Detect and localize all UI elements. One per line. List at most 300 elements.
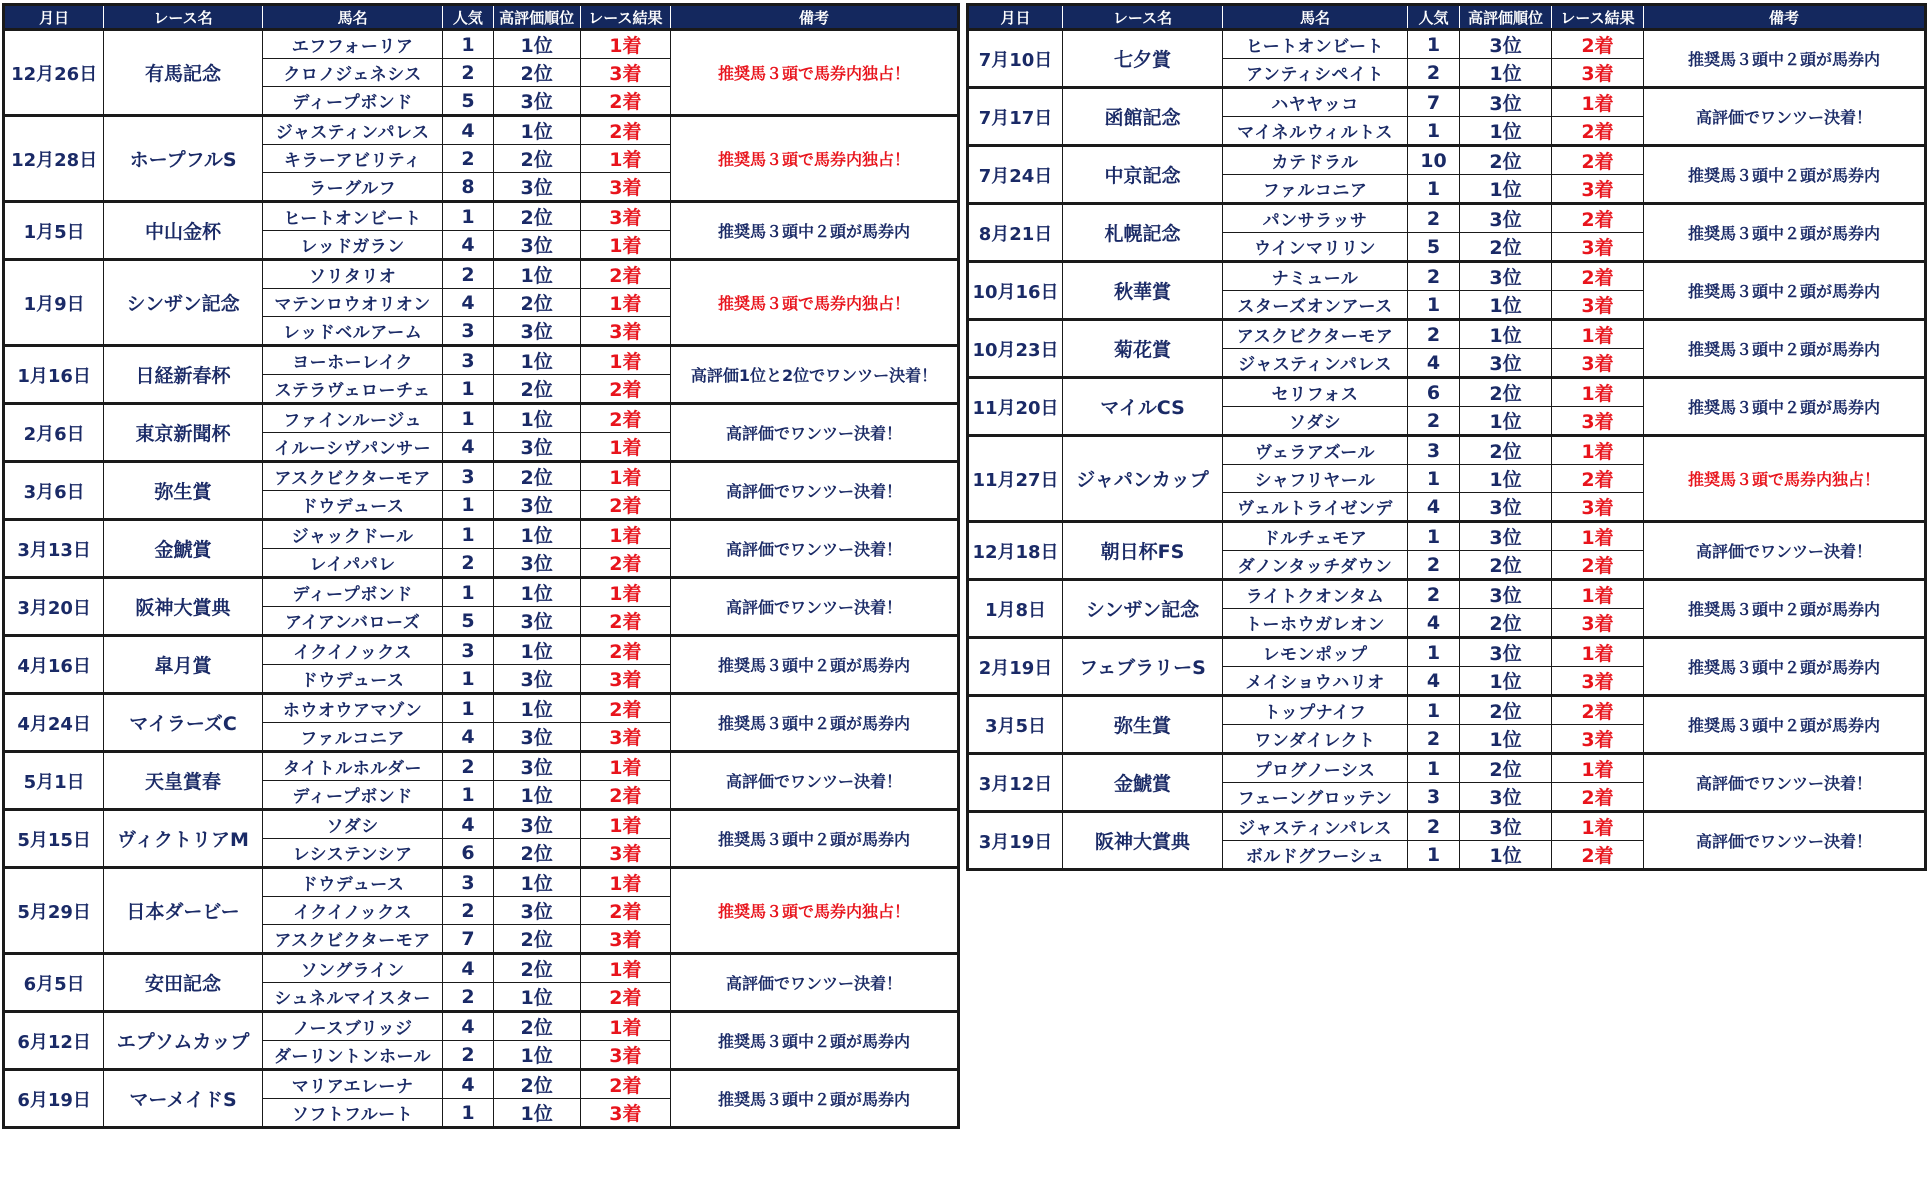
rating-rank: 2位 [1460, 754, 1552, 783]
table-row [4, 868, 959, 897]
race-note: 高評価でワンツー決着！ [1644, 812, 1926, 870]
popularity-value: 2 [1408, 407, 1460, 436]
horse-name: マリアエレーナ [262, 1070, 443, 1099]
race-date: 6月19日 [4, 1070, 104, 1128]
race-note: 推奨馬３頭中２頭が馬券内 [671, 636, 959, 694]
header-horse: 馬名 [1223, 5, 1408, 30]
popularity-value: 2 [1408, 812, 1460, 841]
race-name: マイラーズC [104, 694, 262, 752]
race-note: 高評価でワンツー決着！ [671, 404, 959, 462]
race-date: 6月12日 [4, 1012, 104, 1070]
race-date: 5月29日 [4, 868, 104, 954]
popularity-value: 1 [443, 781, 493, 810]
horse-name: ジャスティンパレス [1223, 812, 1408, 841]
rating-rank: 2位 [1460, 609, 1552, 638]
race-result: 1着 [580, 289, 670, 317]
header-race: レース名 [1063, 5, 1223, 30]
popularity-value: 2 [443, 897, 493, 925]
table-row [4, 346, 959, 375]
table-row [4, 810, 959, 839]
rating-rank: 2位 [1460, 551, 1552, 580]
race-result: 3着 [580, 839, 670, 868]
race-result: 1着 [580, 752, 670, 781]
popularity-value: 1 [1408, 696, 1460, 725]
race-name: ジャパンカップ [1063, 436, 1223, 522]
race-result: 1着 [1552, 812, 1644, 841]
popularity-value: 1 [443, 202, 493, 231]
race-name: 菊花賞 [1063, 320, 1223, 378]
race-name: 東京新聞杯 [104, 404, 262, 462]
popularity-value: 3 [443, 462, 493, 491]
table-header-row [968, 5, 1926, 30]
rating-rank: 1位 [493, 983, 580, 1012]
popularity-value: 3 [443, 346, 493, 375]
horse-name: ヴェルトライゼンデ [1223, 493, 1408, 522]
popularity-value: 2 [1408, 580, 1460, 609]
popularity-value: 10 [1408, 146, 1460, 175]
popularity-value: 6 [1408, 378, 1460, 407]
horse-name: ダノンタッチダウン [1223, 551, 1408, 580]
race-date: 3月5日 [968, 696, 1063, 754]
horse-name: パンサラッサ [1223, 204, 1408, 233]
rating-rank: 3位 [493, 752, 580, 781]
rating-rank: 1位 [1460, 465, 1552, 493]
race-result: 3着 [580, 317, 670, 346]
table-row [4, 636, 959, 665]
rating-rank: 3位 [1460, 349, 1552, 378]
rating-rank: 2位 [1460, 696, 1552, 725]
race-name: シンザン記念 [1063, 580, 1223, 638]
horse-name: ワンダイレクト [1223, 725, 1408, 754]
table-row [968, 204, 1926, 233]
rating-rank: 3位 [493, 665, 580, 694]
race-note: 高評価でワンツー決着！ [1644, 754, 1926, 812]
race-result: 2着 [580, 636, 670, 665]
table-row [968, 30, 1926, 59]
race-date: 12月18日 [968, 522, 1063, 580]
rating-rank: 2位 [1460, 378, 1552, 407]
popularity-value: 1 [443, 404, 493, 433]
popularity-value: 1 [1408, 841, 1460, 870]
popularity-value: 2 [443, 983, 493, 1012]
popularity-value: 4 [1408, 493, 1460, 522]
rating-rank: 3位 [1460, 493, 1552, 522]
race-result: 2着 [1552, 262, 1644, 291]
race-result: 2着 [1552, 117, 1644, 146]
horse-name: アスクビクターモア [262, 462, 443, 491]
rating-rank: 1位 [493, 781, 580, 810]
popularity-value: 1 [443, 375, 493, 404]
popularity-value: 4 [443, 810, 493, 839]
horse-name: アンティシペイト [1223, 59, 1408, 88]
race-result: 1着 [1552, 638, 1644, 667]
header-race: レース名 [104, 5, 262, 30]
race-result: 2着 [1552, 696, 1644, 725]
rating-rank: 3位 [493, 491, 580, 520]
race-note: 推奨馬３頭で馬券内独占！ [671, 260, 959, 346]
results-table-right [966, 3, 1927, 871]
race-note: 推奨馬３頭で馬券内独占！ [671, 30, 959, 116]
race-result: 3着 [580, 723, 670, 752]
race-result: 2着 [1552, 465, 1644, 493]
horse-name: ナミュール [1223, 262, 1408, 291]
race-result: 1着 [580, 954, 670, 983]
race-result: 1着 [580, 868, 670, 897]
horse-name: レッドガラン [262, 231, 443, 260]
race-name: 札幌記念 [1063, 204, 1223, 262]
table-row [968, 522, 1926, 551]
rating-rank: 1位 [1460, 59, 1552, 88]
race-result: 2着 [1552, 841, 1644, 870]
rating-rank: 2位 [493, 59, 580, 87]
race-name: シンザン記念 [104, 260, 262, 346]
race-date: 1月5日 [4, 202, 104, 260]
rating-rank: 2位 [493, 1012, 580, 1041]
rating-rank: 1位 [493, 260, 580, 289]
rating-rank: 1位 [1460, 841, 1552, 870]
rating-rank: 1位 [1460, 725, 1552, 754]
race-note: 推奨馬３頭中２頭が馬券内 [1644, 696, 1926, 754]
horse-name: ディープボンド [262, 781, 443, 810]
rating-rank: 3位 [493, 549, 580, 578]
horse-name: キラーアビリティ [262, 145, 443, 173]
header-result: レース結果 [580, 5, 670, 30]
race-result: 2着 [1552, 204, 1644, 233]
horse-name: レッドベルアーム [262, 317, 443, 346]
race-note: 高評価でワンツー決着！ [1644, 522, 1926, 580]
race-name: 弥生賞 [1063, 696, 1223, 754]
race-result: 3着 [580, 202, 670, 231]
table-row [4, 202, 959, 231]
table-row [4, 578, 959, 607]
rating-rank: 2位 [493, 839, 580, 868]
race-date: 5月1日 [4, 752, 104, 810]
horse-name: セリフォス [1223, 378, 1408, 407]
race-result: 2着 [580, 260, 670, 289]
rating-rank: 3位 [1460, 812, 1552, 841]
race-date: 7月10日 [968, 30, 1063, 88]
horse-name: マテンロウオリオン [262, 289, 443, 317]
horse-name: ステラヴェローチェ [262, 375, 443, 404]
popularity-value: 3 [443, 317, 493, 346]
popularity-value: 1 [1408, 465, 1460, 493]
rating-rank: 1位 [1460, 291, 1552, 320]
horse-name: ヒートオンビート [262, 202, 443, 231]
popularity-value: 2 [443, 1041, 493, 1070]
horse-name: ディープボンド [262, 87, 443, 116]
rating-rank: 3位 [493, 810, 580, 839]
table-row [4, 1070, 959, 1099]
header-note: 備考 [671, 5, 959, 30]
race-result: 1着 [580, 810, 670, 839]
popularity-value: 2 [1408, 204, 1460, 233]
horse-name: トーホウガレオン [1223, 609, 1408, 638]
race-note: 推奨馬３頭中２頭が馬券内 [1644, 378, 1926, 436]
results-body-left [4, 30, 959, 1128]
rating-rank: 3位 [1460, 262, 1552, 291]
popularity-value: 4 [1408, 349, 1460, 378]
popularity-value: 1 [443, 1099, 493, 1128]
rating-rank: 2位 [493, 462, 580, 491]
horse-name: カテドラル [1223, 146, 1408, 175]
race-result: 1着 [1552, 580, 1644, 609]
popularity-value: 5 [1408, 233, 1460, 262]
horse-name: ホウオウアマゾン [262, 694, 443, 723]
rating-rank: 3位 [493, 723, 580, 752]
rating-rank: 1位 [1460, 117, 1552, 146]
rating-rank: 2位 [1460, 436, 1552, 465]
table-row [4, 404, 959, 433]
horse-name: トップナイフ [1223, 696, 1408, 725]
race-note: 高評価でワンツー決着！ [671, 752, 959, 810]
race-date: 11月20日 [968, 378, 1063, 436]
horse-name: ヴェラアズール [1223, 436, 1408, 465]
header-rating: 高評価順位 [1460, 5, 1552, 30]
popularity-value: 2 [1408, 551, 1460, 580]
rating-rank: 3位 [493, 607, 580, 636]
rating-rank: 2位 [1460, 233, 1552, 262]
horse-name: ディープボンド [262, 578, 443, 607]
horse-name: ジャスティンパレス [1223, 349, 1408, 378]
race-result: 1着 [580, 346, 670, 375]
race-date: 12月28日 [4, 116, 104, 202]
race-note: 推奨馬３頭中２頭が馬券内 [1644, 262, 1926, 320]
popularity-value: 1 [443, 694, 493, 723]
table-row [968, 696, 1926, 725]
horse-name: ライトクオンタム [1223, 580, 1408, 609]
rating-rank: 3位 [493, 173, 580, 202]
horse-name: ジャスティンパレス [262, 116, 443, 145]
race-result: 1着 [1552, 754, 1644, 783]
header-note: 備考 [1644, 5, 1926, 30]
rating-rank: 2位 [493, 925, 580, 954]
race-name: 七夕賞 [1063, 30, 1223, 88]
race-note: 推奨馬３頭中２頭が馬券内 [1644, 320, 1926, 378]
race-result: 2着 [580, 983, 670, 1012]
horse-name: レイパパレ [262, 549, 443, 578]
horse-name: ソングライン [262, 954, 443, 983]
race-result: 1着 [1552, 436, 1644, 465]
race-note: 推奨馬３頭中２頭が馬券内 [1644, 204, 1926, 262]
rating-rank: 3位 [1460, 522, 1552, 551]
race-result: 3着 [1552, 493, 1644, 522]
race-name: 日本ダービー [104, 868, 262, 954]
horse-name: アスクビクターモア [262, 925, 443, 954]
popularity-value: 1 [1408, 291, 1460, 320]
rating-rank: 3位 [1460, 783, 1552, 812]
header-rating: 高評価順位 [493, 5, 580, 30]
horse-name: レモンポップ [1223, 638, 1408, 667]
rating-rank: 3位 [493, 433, 580, 462]
race-name: 中京記念 [1063, 146, 1223, 204]
race-result: 2着 [580, 897, 670, 925]
race-result: 1着 [580, 145, 670, 173]
rating-rank: 1位 [493, 1041, 580, 1070]
rating-rank: 1位 [1460, 175, 1552, 204]
horse-name: イルーシヴパンサー [262, 433, 443, 462]
race-result: 3着 [580, 1099, 670, 1128]
popularity-value: 4 [443, 231, 493, 260]
race-result: 2着 [1552, 146, 1644, 175]
rating-rank: 3位 [1460, 638, 1552, 667]
rating-rank: 1位 [493, 30, 580, 59]
rating-rank: 2位 [1460, 146, 1552, 175]
race-result: 2着 [1552, 783, 1644, 812]
race-name: 弥生賞 [104, 462, 262, 520]
race-result: 3着 [1552, 233, 1644, 262]
horse-name: ジャックドール [262, 520, 443, 549]
horse-name: シャフリヤール [1223, 465, 1408, 493]
race-date: 3月6日 [4, 462, 104, 520]
horse-name: タイトルホルダー [262, 752, 443, 781]
popularity-value: 4 [443, 723, 493, 752]
popularity-value: 5 [443, 607, 493, 636]
rating-rank: 1位 [1460, 407, 1552, 436]
horse-name: イクイノックス [262, 897, 443, 925]
race-result: 2着 [580, 87, 670, 116]
table-row [4, 752, 959, 781]
race-date: 2月19日 [968, 638, 1063, 696]
popularity-value: 2 [443, 549, 493, 578]
popularity-value: 8 [443, 173, 493, 202]
popularity-value: 2 [1408, 725, 1460, 754]
race-result: 3着 [1552, 667, 1644, 696]
horse-name: クロノジェネシス [262, 59, 443, 87]
race-date: 3月13日 [4, 520, 104, 578]
race-date: 1月9日 [4, 260, 104, 346]
table-row [968, 754, 1926, 783]
table-row [4, 260, 959, 289]
horse-name: ノースブリッジ [262, 1012, 443, 1041]
race-date: 4月24日 [4, 694, 104, 752]
horse-name: ソダシ [1223, 407, 1408, 436]
table-row [968, 638, 1926, 667]
race-name: 金鯱賞 [1063, 754, 1223, 812]
horse-name: ドウデュース [262, 491, 443, 520]
horse-name: マイネルウィルトス [1223, 117, 1408, 146]
horse-name: ウインマリリン [1223, 233, 1408, 262]
race-name: 金鯱賞 [104, 520, 262, 578]
popularity-value: 1 [443, 520, 493, 549]
race-result: 3着 [1552, 291, 1644, 320]
race-result: 2着 [580, 375, 670, 404]
race-date: 3月12日 [968, 754, 1063, 812]
race-result: 1着 [1552, 522, 1644, 551]
race-date: 3月19日 [968, 812, 1063, 870]
popularity-value: 3 [1408, 783, 1460, 812]
rating-rank: 1位 [493, 404, 580, 433]
popularity-value: 1 [1408, 30, 1460, 59]
race-result: 2着 [580, 404, 670, 433]
race-result: 3着 [580, 59, 670, 87]
popularity-value: 3 [443, 636, 493, 665]
race-note: 推奨馬３頭中２頭が馬券内 [671, 810, 959, 868]
rating-rank: 3位 [1460, 30, 1552, 59]
race-result: 2着 [580, 607, 670, 636]
popularity-value: 1 [443, 491, 493, 520]
table-row [968, 262, 1926, 291]
race-result: 2着 [1552, 551, 1644, 580]
race-result: 2着 [580, 116, 670, 145]
horse-name: ドルチェモア [1223, 522, 1408, 551]
horse-name: ラーグルフ [262, 173, 443, 202]
header-horse: 馬名 [262, 5, 443, 30]
popularity-value: 2 [1408, 320, 1460, 349]
race-name: 阪神大賞典 [104, 578, 262, 636]
horse-name: ダーリントンホール [262, 1041, 443, 1070]
rating-rank: 2位 [493, 289, 580, 317]
race-result: 3着 [1552, 725, 1644, 754]
rating-rank: 3位 [493, 897, 580, 925]
table-row [968, 812, 1926, 841]
race-result: 1着 [580, 520, 670, 549]
results-body-right [968, 30, 1926, 870]
race-note: 推奨馬３頭中２頭が馬券内 [1644, 146, 1926, 204]
race-note: 高評価1位と2位でワンツー決着！ [671, 346, 959, 404]
race-date: 1月16日 [4, 346, 104, 404]
rating-rank: 1位 [493, 578, 580, 607]
rating-rank: 1位 [493, 694, 580, 723]
horse-name: アイアンバローズ [262, 607, 443, 636]
table-row [4, 1012, 959, 1041]
horse-name: ソダシ [262, 810, 443, 839]
horse-name: アスクビクターモア [1223, 320, 1408, 349]
horse-name: シュネルマイスター [262, 983, 443, 1012]
popularity-value: 1 [1408, 522, 1460, 551]
popularity-value: 4 [443, 116, 493, 145]
horse-name: ドウデュース [262, 868, 443, 897]
popularity-value: 1 [1408, 754, 1460, 783]
race-result: 3着 [580, 173, 670, 202]
popularity-value: 4 [1408, 667, 1460, 696]
race-date: 7月17日 [968, 88, 1063, 146]
popularity-value: 1 [443, 665, 493, 694]
table-row [968, 580, 1926, 609]
horse-name: ファルコニア [1223, 175, 1408, 204]
horse-name: ソリタリオ [262, 260, 443, 289]
rating-rank: 1位 [493, 116, 580, 145]
race-note: 推奨馬３頭中２頭が馬券内 [671, 694, 959, 752]
race-result: 3着 [580, 925, 670, 954]
race-result: 1着 [1552, 378, 1644, 407]
race-note: 推奨馬３頭中２頭が馬券内 [1644, 638, 1926, 696]
race-name: ホープフルS [104, 116, 262, 202]
race-date: 11月27日 [968, 436, 1063, 522]
popularity-value: 4 [443, 1012, 493, 1041]
popularity-value: 4 [1408, 609, 1460, 638]
table-row [4, 954, 959, 983]
race-result: 2着 [580, 694, 670, 723]
race-result: 1着 [580, 1012, 670, 1041]
results-table-left [2, 3, 960, 1129]
popularity-value: 5 [443, 87, 493, 116]
race-name: ヴィクトリアM [104, 810, 262, 868]
race-result: 3着 [580, 665, 670, 694]
race-result: 1着 [580, 231, 670, 260]
horse-name: ファルコニア [262, 723, 443, 752]
popularity-value: 1 [443, 578, 493, 607]
popularity-value: 1 [1408, 117, 1460, 146]
race-name: 天皇賞春 [104, 752, 262, 810]
race-result: 3着 [1552, 349, 1644, 378]
rating-rank: 3位 [1460, 88, 1552, 117]
rating-rank: 1位 [493, 636, 580, 665]
header-date: 月日 [968, 5, 1063, 30]
race-date: 8月21日 [968, 204, 1063, 262]
horse-name: プログノーシス [1223, 754, 1408, 783]
rating-rank: 1位 [493, 1099, 580, 1128]
rating-rank: 1位 [1460, 320, 1552, 349]
